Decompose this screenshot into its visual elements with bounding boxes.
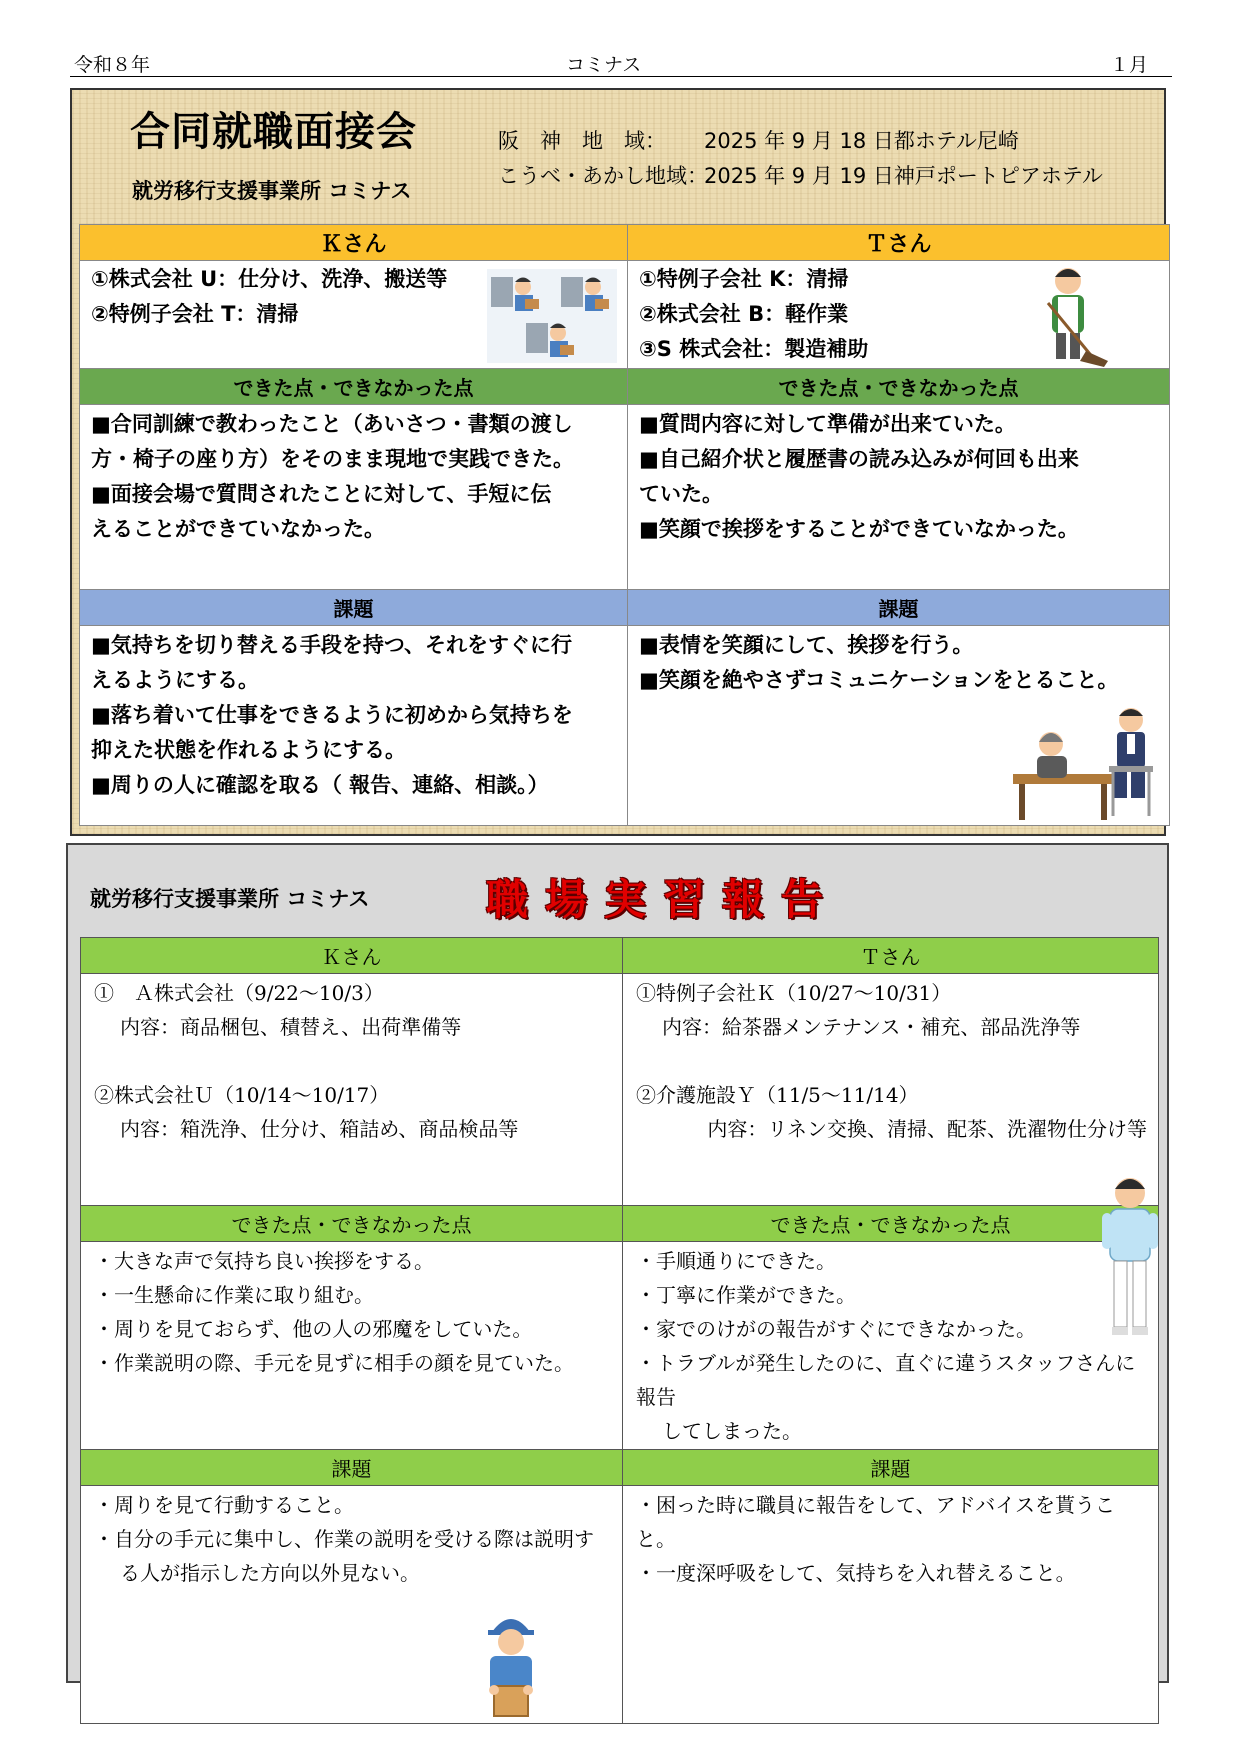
venue-kobe-akashi (498, 160, 1103, 190)
t-tasks (623, 1486, 1159, 1724)
k-did (81, 1242, 623, 1450)
did-line: ■面接会場で質問されたことに対して、手短に伝 (91, 482, 552, 506)
task-line: ・一度深呼吸をして、気持ちを入れ替えること。 (636, 1561, 1076, 1585)
did-line: ■質問内容に対して準備が出来ていた。 (639, 412, 1016, 436)
t-companies (628, 261, 1170, 369)
task-line: ■表情を笑顔にして、挨拶を行う。 (639, 633, 974, 657)
task-line: ■周りの人に確認を取る（ 報告、連絡、相談。） (91, 773, 549, 797)
did-line: ・周りを見ておらず、他の人の邪魔をしていた。 (94, 1317, 533, 1341)
t-did-header: できた点・できなかった点 (628, 369, 1170, 405)
t-did (623, 1242, 1159, 1450)
k-companies (80, 261, 628, 369)
did-line: ・家でのけがの報告がすぐにできなかった。 (636, 1317, 1036, 1341)
k-did-header: できた点・できなかった点 (80, 369, 628, 405)
k-name-header: Ｋさん (80, 225, 628, 261)
t-name-header: Ｔさん (623, 938, 1159, 974)
task-line: ■落ち着いて仕事をできるように初めから気持ちを (91, 703, 573, 727)
did-line: ・作業説明の際、手元を見ずに相手の顔を見ていた。 (94, 1351, 574, 1375)
interview-table (79, 224, 1170, 826)
spacer (624, 1044, 1157, 1078)
task-line: ・自分の手元に集中し、作業の説明を受ける際は説明す (94, 1527, 594, 1551)
t-entries (623, 974, 1159, 1206)
t-did (628, 405, 1170, 590)
k-tasks (81, 1486, 623, 1724)
entry-company: ②株式会社Ｕ（10/14～10/17） (94, 1083, 390, 1107)
interview-section (70, 88, 1166, 836)
t-did-header: できた点・できなかった点 (623, 1206, 1159, 1242)
did-line: ■笑顔で挨拶をすることができていなかった。 (639, 517, 1079, 541)
task-line: えるようにする。 (91, 668, 259, 692)
header-month: １月 (1110, 54, 1149, 76)
did-line: えることができていなかった。 (91, 517, 385, 541)
warehouse-worker-illustration-icon (476, 1612, 546, 1720)
t-tasks (628, 626, 1170, 826)
workers-illustration-icon (485, 267, 619, 365)
k-name-header: Ｋさん (81, 938, 623, 974)
venue-text: 2025 年 9 月 19 日神戸ポートピアホテル (704, 164, 1103, 188)
t-name-header: Ｔさん (628, 225, 1170, 261)
header-center: コミナス (566, 54, 642, 76)
entry-content: 内容：リネン交換、清掃、配茶、洗濯物仕分け等 (707, 1117, 1147, 1141)
entry-content: 内容：箱洗浄、仕分け、箱詰め、商品検品等 (120, 1117, 519, 1141)
did-line: ていた。 (639, 482, 723, 506)
task-line: ・困った時に職員に報告をして、アドバイスを貰うこと。 (636, 1493, 1115, 1551)
company-line: ①株式会社 U：仕分け、洗浄、搬送等 (91, 267, 448, 291)
practice-title: 職場実習報告 (486, 875, 841, 924)
cleaner-illustration-icon (1028, 263, 1108, 367)
t-task-header: 課題 (623, 1450, 1159, 1486)
did-line: ・一生懸命に作業に取り組む。 (94, 1283, 374, 1307)
company-line: ②株式会社 B：軽作業 (639, 302, 849, 326)
did-line: ・手順通りにできた。 (636, 1249, 836, 1273)
did-line: ■合同訓練で教わったこと（あいさつ・書類の渡し (91, 412, 573, 436)
did-line: ・丁寧に作業ができた。 (636, 1283, 856, 1307)
did-line: ・大きな声で気持ち良い挨拶をする。 (94, 1249, 434, 1273)
entry-content: 内容：給茶器メンテナンス・補充、部品洗浄等 (662, 1015, 1081, 1039)
venue-text: 2025 年 9 月 18 日都ホテル尼崎 (704, 129, 1019, 153)
entry-company: ①特例子会社Ｋ（10/27～10/31） (636, 981, 952, 1005)
page-header (70, 50, 1172, 77)
interview-illustration-icon (1013, 704, 1163, 822)
caregiver-illustration-icon (1100, 1173, 1160, 1341)
task-line: ■笑顔を絶やさずコミュニケーションをとること。 (639, 668, 1119, 692)
task-line: ■気持ちを切り替える手段を持つ、それをすぐに行 (91, 633, 572, 657)
company-line: ①特例子会社 K：清掃 (639, 267, 849, 291)
k-task-header: 課題 (81, 1450, 623, 1486)
interview-org: 就労移行支援事業所 コミナス (132, 179, 412, 203)
t-task-header: 課題 (628, 590, 1170, 626)
did-line: ■自己紹介状と履歴書の読み込みが何回も出来 (639, 447, 1079, 471)
did-line: してしまった。 (662, 1419, 802, 1443)
venue-label: 阪 神 地 域： (498, 129, 666, 153)
interview-title: 合同就職面接会 (130, 109, 417, 155)
practice-org: 就労移行支援事業所 コミナス (90, 887, 370, 911)
did-line: 方・椅子の座り方）をそのまま現地で実践できた。 (91, 447, 574, 471)
k-entries (81, 974, 623, 1206)
task-line: ・周りを見て行動すること。 (94, 1493, 354, 1517)
k-tasks (80, 626, 628, 826)
spacer (82, 1044, 621, 1078)
did-line: ・トラブルが発生したのに、直ぐに違うスタッフさんに報告 (636, 1351, 1136, 1409)
venue-label: こうべ・あかし地域： (498, 164, 708, 188)
k-did (80, 405, 628, 590)
company-line: ③S 株式会社：製造補助 (639, 337, 869, 361)
practice-table (80, 937, 1159, 1724)
company-line: ②特例子会社 T：清掃 (91, 302, 299, 326)
k-task-header: 課題 (80, 590, 628, 626)
entry-content: 内容：商品梱包、積替え、出荷準備等 (120, 1015, 462, 1039)
practice-section (66, 843, 1169, 1683)
entry-company: ① Ａ株式会社（9/22～10/3） (94, 981, 384, 1005)
entry-company: ②介護施設Ｙ（11/5～11/14） (636, 1083, 919, 1107)
task-line: る人が指示した方向以外見ない。 (120, 1561, 420, 1585)
header-era: 令和８年 (74, 54, 151, 76)
venue-hanshin (498, 125, 1019, 155)
k-did-header: できた点・できなかった点 (81, 1206, 623, 1242)
task-line: 抑えた状態を作れるようにする。 (91, 738, 406, 762)
